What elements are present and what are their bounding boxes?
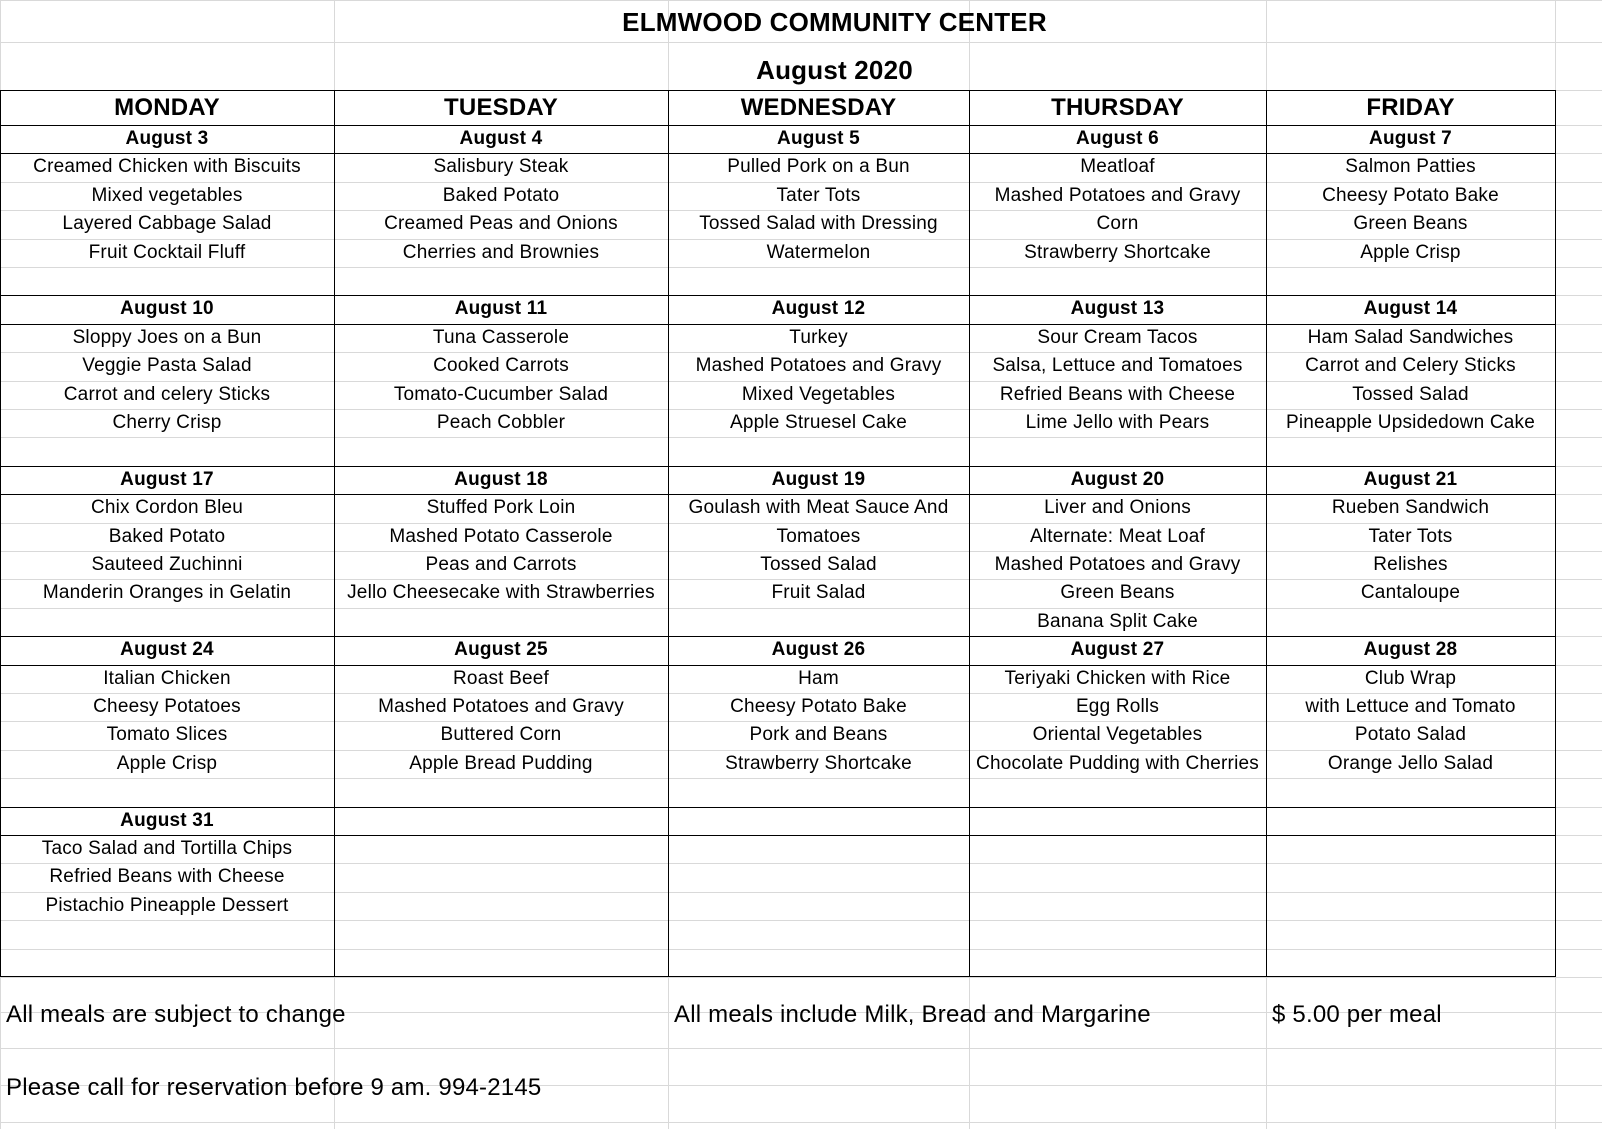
menu-item: Apple Struesel Cake xyxy=(729,412,907,433)
menu-item: Baked Potato xyxy=(442,185,560,206)
day-date: August 24 xyxy=(120,639,214,660)
day-date: August 4 xyxy=(459,128,543,149)
gridline xyxy=(0,267,1602,268)
menu-item: Ham xyxy=(798,668,839,689)
day-header-wednesday: WEDNESDAY xyxy=(740,93,897,121)
day-date: August 10 xyxy=(120,298,214,319)
day-date: August 27 xyxy=(1070,639,1165,660)
footer-reservation-note: Please call for reservation before 9 am. 994-2145 xyxy=(6,1073,542,1101)
menu-item: Tomato-Cucumber Salad xyxy=(393,384,609,405)
menu-item: Chocolate Pudding with Cherries xyxy=(976,753,1259,774)
menu-item: Creamed Chicken with Biscuits xyxy=(33,156,301,177)
menu-item: Apple Crisp xyxy=(116,753,218,774)
menu-item: Stuffed Pork Loin xyxy=(426,497,576,518)
menu-item: Cheesy Potatoes xyxy=(93,696,241,717)
menu-item: Salisbury Steak xyxy=(433,156,569,177)
day-header-thursday: THURSDAY xyxy=(1051,93,1184,121)
menu-item: Carrot and Celery Sticks xyxy=(1305,355,1516,376)
day-date: August 28 xyxy=(1363,639,1458,660)
menu-item: Baked Potato xyxy=(108,526,226,547)
day-date: August 14 xyxy=(1363,298,1458,319)
menu-item: Turkey xyxy=(789,327,848,348)
menu-item: Tater Tots xyxy=(1368,526,1453,547)
menu-item: Mashed Potato Casserole xyxy=(389,526,613,547)
day-date: August 13 xyxy=(1070,298,1165,319)
menu-item: Strawberry Shortcake xyxy=(1024,242,1211,263)
gridline xyxy=(0,1048,1602,1049)
menu-item: Egg Rolls xyxy=(1075,696,1160,717)
day-date: August 26 xyxy=(771,639,866,660)
menu-item: Meatloaf xyxy=(1080,156,1155,177)
menu-item: Peas and Carrots xyxy=(425,554,577,575)
day-date: August 31 xyxy=(120,810,214,831)
day-date: August 6 xyxy=(1076,128,1159,149)
menu-item: Sauteed Zuchinni xyxy=(91,554,243,575)
menu-item: Mashed Potatoes and Gravy xyxy=(695,355,942,376)
menu-item: Fruit Cocktail Fluff xyxy=(88,242,246,263)
gridline xyxy=(0,437,1602,438)
gridline xyxy=(0,920,1602,921)
menu-item: Refried Beans with Cheese xyxy=(999,384,1236,405)
menu-item: Pineapple Upsidedown Cake xyxy=(1286,412,1535,433)
menu-item: Orange Jello Salad xyxy=(1327,753,1494,774)
menu-item: Cooked Carrots xyxy=(433,355,569,376)
menu-item: Green Beans xyxy=(1060,582,1175,603)
day-date: August 11 xyxy=(454,298,548,319)
page-title: ELMWOOD COMMUNITY CENTER xyxy=(622,6,1047,37)
day-date: August 25 xyxy=(454,639,548,660)
day-date: August 20 xyxy=(1070,469,1165,490)
menu-item: Ham Salad Sandwiches xyxy=(1307,327,1514,348)
menu-item: Strawberry Shortcake xyxy=(725,753,912,774)
menu-item: Cherry Crisp xyxy=(112,412,222,433)
menu-item: Teriyaki Chicken with Rice xyxy=(1004,668,1231,689)
menu-item: Mashed Potatoes and Gravy xyxy=(378,696,624,717)
day-date: August 3 xyxy=(125,128,209,149)
day-date: August 12 xyxy=(771,298,866,319)
menu-item: Mixed Vegetables xyxy=(741,384,896,405)
menu-item: Salmon Patties xyxy=(1345,156,1476,177)
menu-item: Potato Salad xyxy=(1354,724,1467,745)
menu-item: Mixed vegetables xyxy=(91,185,243,206)
menu-item: Green Beans xyxy=(1353,213,1468,234)
menu-item: Tater Tots xyxy=(776,185,861,206)
menu-item: Pork and Beans xyxy=(749,724,888,745)
menu-item: Liver and Onions xyxy=(1044,497,1191,518)
menu-item: Apple Bread Pudding xyxy=(409,753,593,774)
menu-item: Rueben Sandwich xyxy=(1331,497,1490,518)
menu-item: Mashed Potatoes and Gravy xyxy=(994,554,1241,575)
menu-item: Goulash with Meat Sauce And xyxy=(688,497,949,518)
menu-item: Italian Chicken xyxy=(103,668,231,689)
gridline xyxy=(0,1122,1602,1123)
day-date: August 17 xyxy=(120,469,214,490)
menu-item: Sloppy Joes on a Bun xyxy=(72,327,262,348)
menu-item: Alternate: Meat Loaf xyxy=(1029,526,1206,547)
day-date: August 21 xyxy=(1363,469,1458,490)
menu-item: with Lettuce and Tomato xyxy=(1305,696,1516,717)
month-title: August 2020 xyxy=(756,54,913,85)
day-date: August 18 xyxy=(454,469,548,490)
menu-item: Banana Split Cake xyxy=(1037,611,1198,632)
footer-meal-includes: All meals include Milk, Bread and Margarine xyxy=(674,1000,1151,1028)
day-header-monday: MONDAY xyxy=(114,93,220,121)
menu-item: Roast Beef xyxy=(453,668,549,689)
menu-item: Salsa, Lettuce and Tomatoes xyxy=(992,355,1243,376)
border-line xyxy=(0,976,1556,977)
menu-item: Refried Beans with Cheese xyxy=(49,866,285,887)
menu-item: Lime Jello with Pears xyxy=(1025,412,1210,433)
menu-item: Corn xyxy=(1096,213,1139,234)
menu-item: Manderin Oranges in Gelatin xyxy=(42,582,292,603)
menu-item: Taco Salad and Tortilla Chips xyxy=(41,838,293,859)
menu-item: Creamed Peas and Onions xyxy=(384,213,618,234)
menu-item: Peach Cobbler xyxy=(436,412,566,433)
menu-item: Tossed Salad xyxy=(1352,384,1469,405)
menu-item: Watermelon xyxy=(766,242,871,263)
menu-item: Oriental Vegetables xyxy=(1032,724,1203,745)
menu-item: Cherries and Brownies xyxy=(402,242,600,263)
menu-item: Carrot and celery Sticks xyxy=(63,384,271,405)
menu-item: Fruit Salad xyxy=(771,582,866,603)
gridline xyxy=(0,0,1602,1)
menu-item: Tomato Slices xyxy=(106,724,228,745)
menu-item: Cantaloupe xyxy=(1360,582,1461,603)
menu-item: Jello Cheesecake with Strawberries xyxy=(347,582,655,603)
menu-item: Tossed Salad xyxy=(760,554,877,575)
menu-item: Pulled Pork on a Bun xyxy=(727,156,910,177)
gridline xyxy=(0,949,1602,950)
menu-item: Sour Cream Tacos xyxy=(1037,327,1198,348)
day-date: August 7 xyxy=(1369,128,1452,149)
menu-item: Tuna Casserole xyxy=(432,327,570,348)
menu-item: Relishes xyxy=(1373,554,1448,575)
gridline xyxy=(0,778,1602,779)
gridline xyxy=(0,608,1602,609)
day-header-tuesday: TUESDAY xyxy=(444,93,558,121)
menu-item: Chix Cordon Bleu xyxy=(90,497,244,518)
menu-item: Buttered Corn xyxy=(440,724,562,745)
footer-price: $ 5.00 per meal xyxy=(1272,1000,1442,1028)
menu-item: Cheesy Potato Bake xyxy=(730,696,907,717)
menu-item: Pistachio Pineapple Dessert xyxy=(45,895,289,916)
gridline xyxy=(0,42,1602,43)
menu-item: Apple Crisp xyxy=(1360,242,1461,263)
menu-item: Tossed Salad with Dressing xyxy=(699,213,938,234)
border-line xyxy=(1555,90,1556,976)
menu-item: Mashed Potatoes and Gravy xyxy=(994,185,1241,206)
gridline xyxy=(0,977,1602,978)
menu-item: Tomatoes xyxy=(776,526,861,547)
menu-item: Cheesy Potato Bake xyxy=(1322,185,1499,206)
menu-item: Veggie Pasta Salad xyxy=(82,355,252,376)
day-date: August 19 xyxy=(771,469,866,490)
day-date: August 5 xyxy=(777,128,860,149)
day-header-friday: FRIDAY xyxy=(1366,93,1455,121)
menu-item: Layered Cabbage Salad xyxy=(62,213,272,234)
menu-item: Club Wrap xyxy=(1364,668,1457,689)
footer-subject-to-change: All meals are subject to change xyxy=(6,1000,346,1028)
